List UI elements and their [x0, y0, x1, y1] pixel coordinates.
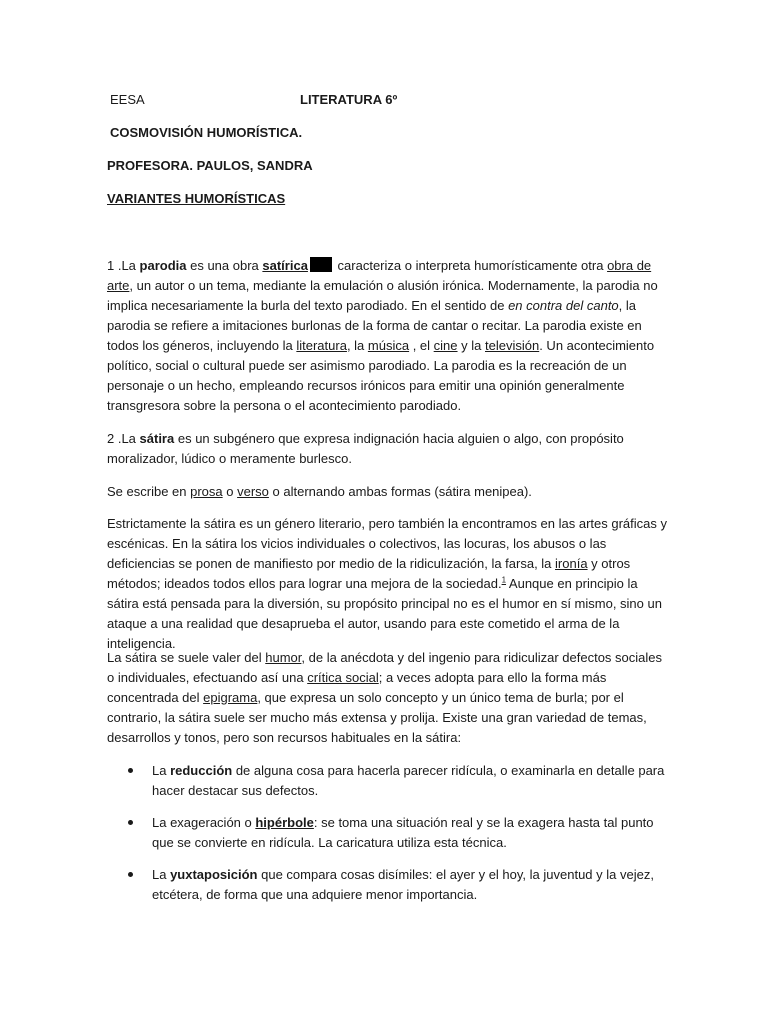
topic-title: COSMOVISIÓN HUMORÍSTICA. [110, 125, 303, 140]
list-item [128, 865, 668, 905]
text: La [152, 867, 171, 882]
link-epigrama[interactable]: epigrama [203, 690, 258, 705]
text: caracteriza o interpreta humorísticamente otra [333, 258, 608, 273]
list-item [128, 761, 668, 801]
text: , un autor o un tema, mediante la emulación o alusión irónica. Modernamente, la parodia no implica necesariamente la burla del texto parodiado. En el sentido de [107, 278, 658, 313]
link-critica-social[interactable]: crítica social [307, 670, 379, 685]
text: o [222, 484, 238, 499]
text: o alternando ambas formas (sátira menipea). [268, 484, 532, 499]
text: La sátira se suele valer del [107, 650, 266, 665]
paragraph-parodia [107, 256, 667, 416]
text: , que expresa un solo concepto y un único tema de burla; por el contrario, la sátira suele ser mucho más extensa y prolija. Existe una gran variedad de temas, desarrollos y tonos, pero son recursos habituales en la sátira: [107, 690, 647, 745]
italic-en-contra-del-canto: en contra del canto [508, 298, 619, 313]
text: 1 .La [107, 258, 140, 273]
paragraph-estrictamente [107, 514, 667, 654]
link-obra-de-arte[interactable]: obra de arte [107, 258, 652, 293]
bullet-list [128, 761, 668, 917]
bullet-dot-icon [128, 872, 133, 877]
text: y la [457, 338, 485, 353]
teacher-name: PROFESORA. PAULOS, SANDRA [107, 158, 313, 173]
text: : se toma una situación real y se la exagera hasta tal punto que se convierte en ridícula. La caricatura utiliza esta técnica. [152, 815, 654, 850]
text: Estrictamente la sátira es un género literario, pero también la encontramos en las artes gráficas y escénicas. En la sátira los vicios individuales o colectivos, las locuras, los abusos o las deficiencias se ponen de manifiesto por medio de la ridiculización, la farsa, la [107, 516, 667, 571]
text: . Un acontecimiento político, social o cultural puede ser asimismo parodiado. La parodia es la recreación de un personaje o un hecho, empleando recursos irónicos para emitir una opinión generalmente transgresora sobre la persona o el acontecimiento parodiado. [107, 338, 655, 413]
text: 2 .La [107, 431, 140, 446]
school-name: EESA [110, 92, 145, 107]
text: La exageración o [152, 815, 256, 830]
link-ironia[interactable]: ironía [555, 556, 588, 571]
list-item [128, 813, 668, 853]
link-television[interactable]: televisión [485, 338, 540, 353]
link-musica[interactable]: música [367, 338, 410, 353]
text: La [152, 763, 171, 778]
term-satira: sátira [139, 431, 175, 446]
text: , de la anécdota y del ingenio para ridiculizar defectos sociales o individuales, efectuando así una [107, 650, 663, 685]
term-yuxtaposicion: yuxtaposición [170, 867, 258, 882]
text: Aunque en principio la sátira está pensada para la diversión, su propósito principal no es el humor en sí mismo, sino un ataque a una realidad que desaprueba el autor, usando para este cometido el arma de la inteligencia. [107, 576, 662, 651]
link-literatura[interactable]: literatura [296, 338, 347, 353]
link-prosa[interactable]: prosa [190, 484, 223, 499]
term-parodia: parodia [139, 258, 187, 273]
text: y otros métodos; ideados todos ellos para lograr una mejora de la sociedad. [107, 556, 631, 591]
subject-title: LITERATURA 6º [300, 92, 398, 107]
text: , la parodia se refiere a imitaciones burlonas de la forma de cantar o recitar. La parodia existe en todos los géneros, incluyendo la [107, 298, 642, 353]
section-title: VARIANTES HUMORÍSTICAS [107, 191, 286, 206]
text: Se escribe en [107, 484, 191, 499]
link-hiperbole[interactable]: hipérbole [255, 815, 314, 830]
link-satirica[interactable]: satírica [262, 258, 308, 273]
footnote-link[interactable]: 1 [501, 575, 507, 585]
paragraph-recursos [107, 648, 667, 748]
link-humor[interactable]: humor [265, 650, 302, 665]
text: es una obra [186, 258, 263, 273]
link-cine[interactable]: cine [433, 338, 458, 353]
text: , el [409, 338, 434, 353]
paragraph-prosa-verso [107, 482, 667, 502]
text: que compara cosas disímiles: el ayer y el hoy, la juventud y la vejez, etcétera, de forma que una adquiere menor importancia. [152, 867, 654, 902]
bullet-dot-icon [128, 820, 133, 825]
term-reduccion: reducción [170, 763, 233, 778]
text: es un subgénero que expresa indignación hacia alguien o algo, con propósito moralizador, lúdico o meramente burlesco. [107, 431, 624, 466]
text: , la [346, 338, 368, 353]
link-verso[interactable]: verso [237, 484, 269, 499]
redaction-block [310, 257, 332, 272]
paragraph-satira [107, 429, 667, 469]
bullet-dot-icon [128, 768, 133, 773]
text: ; a veces adopta para ello la forma más concentrada del [107, 670, 607, 705]
text: de alguna cosa para hacerla parecer ridícula, o examinarla en detalle para hacer destacar sus defectos. [152, 763, 665, 798]
